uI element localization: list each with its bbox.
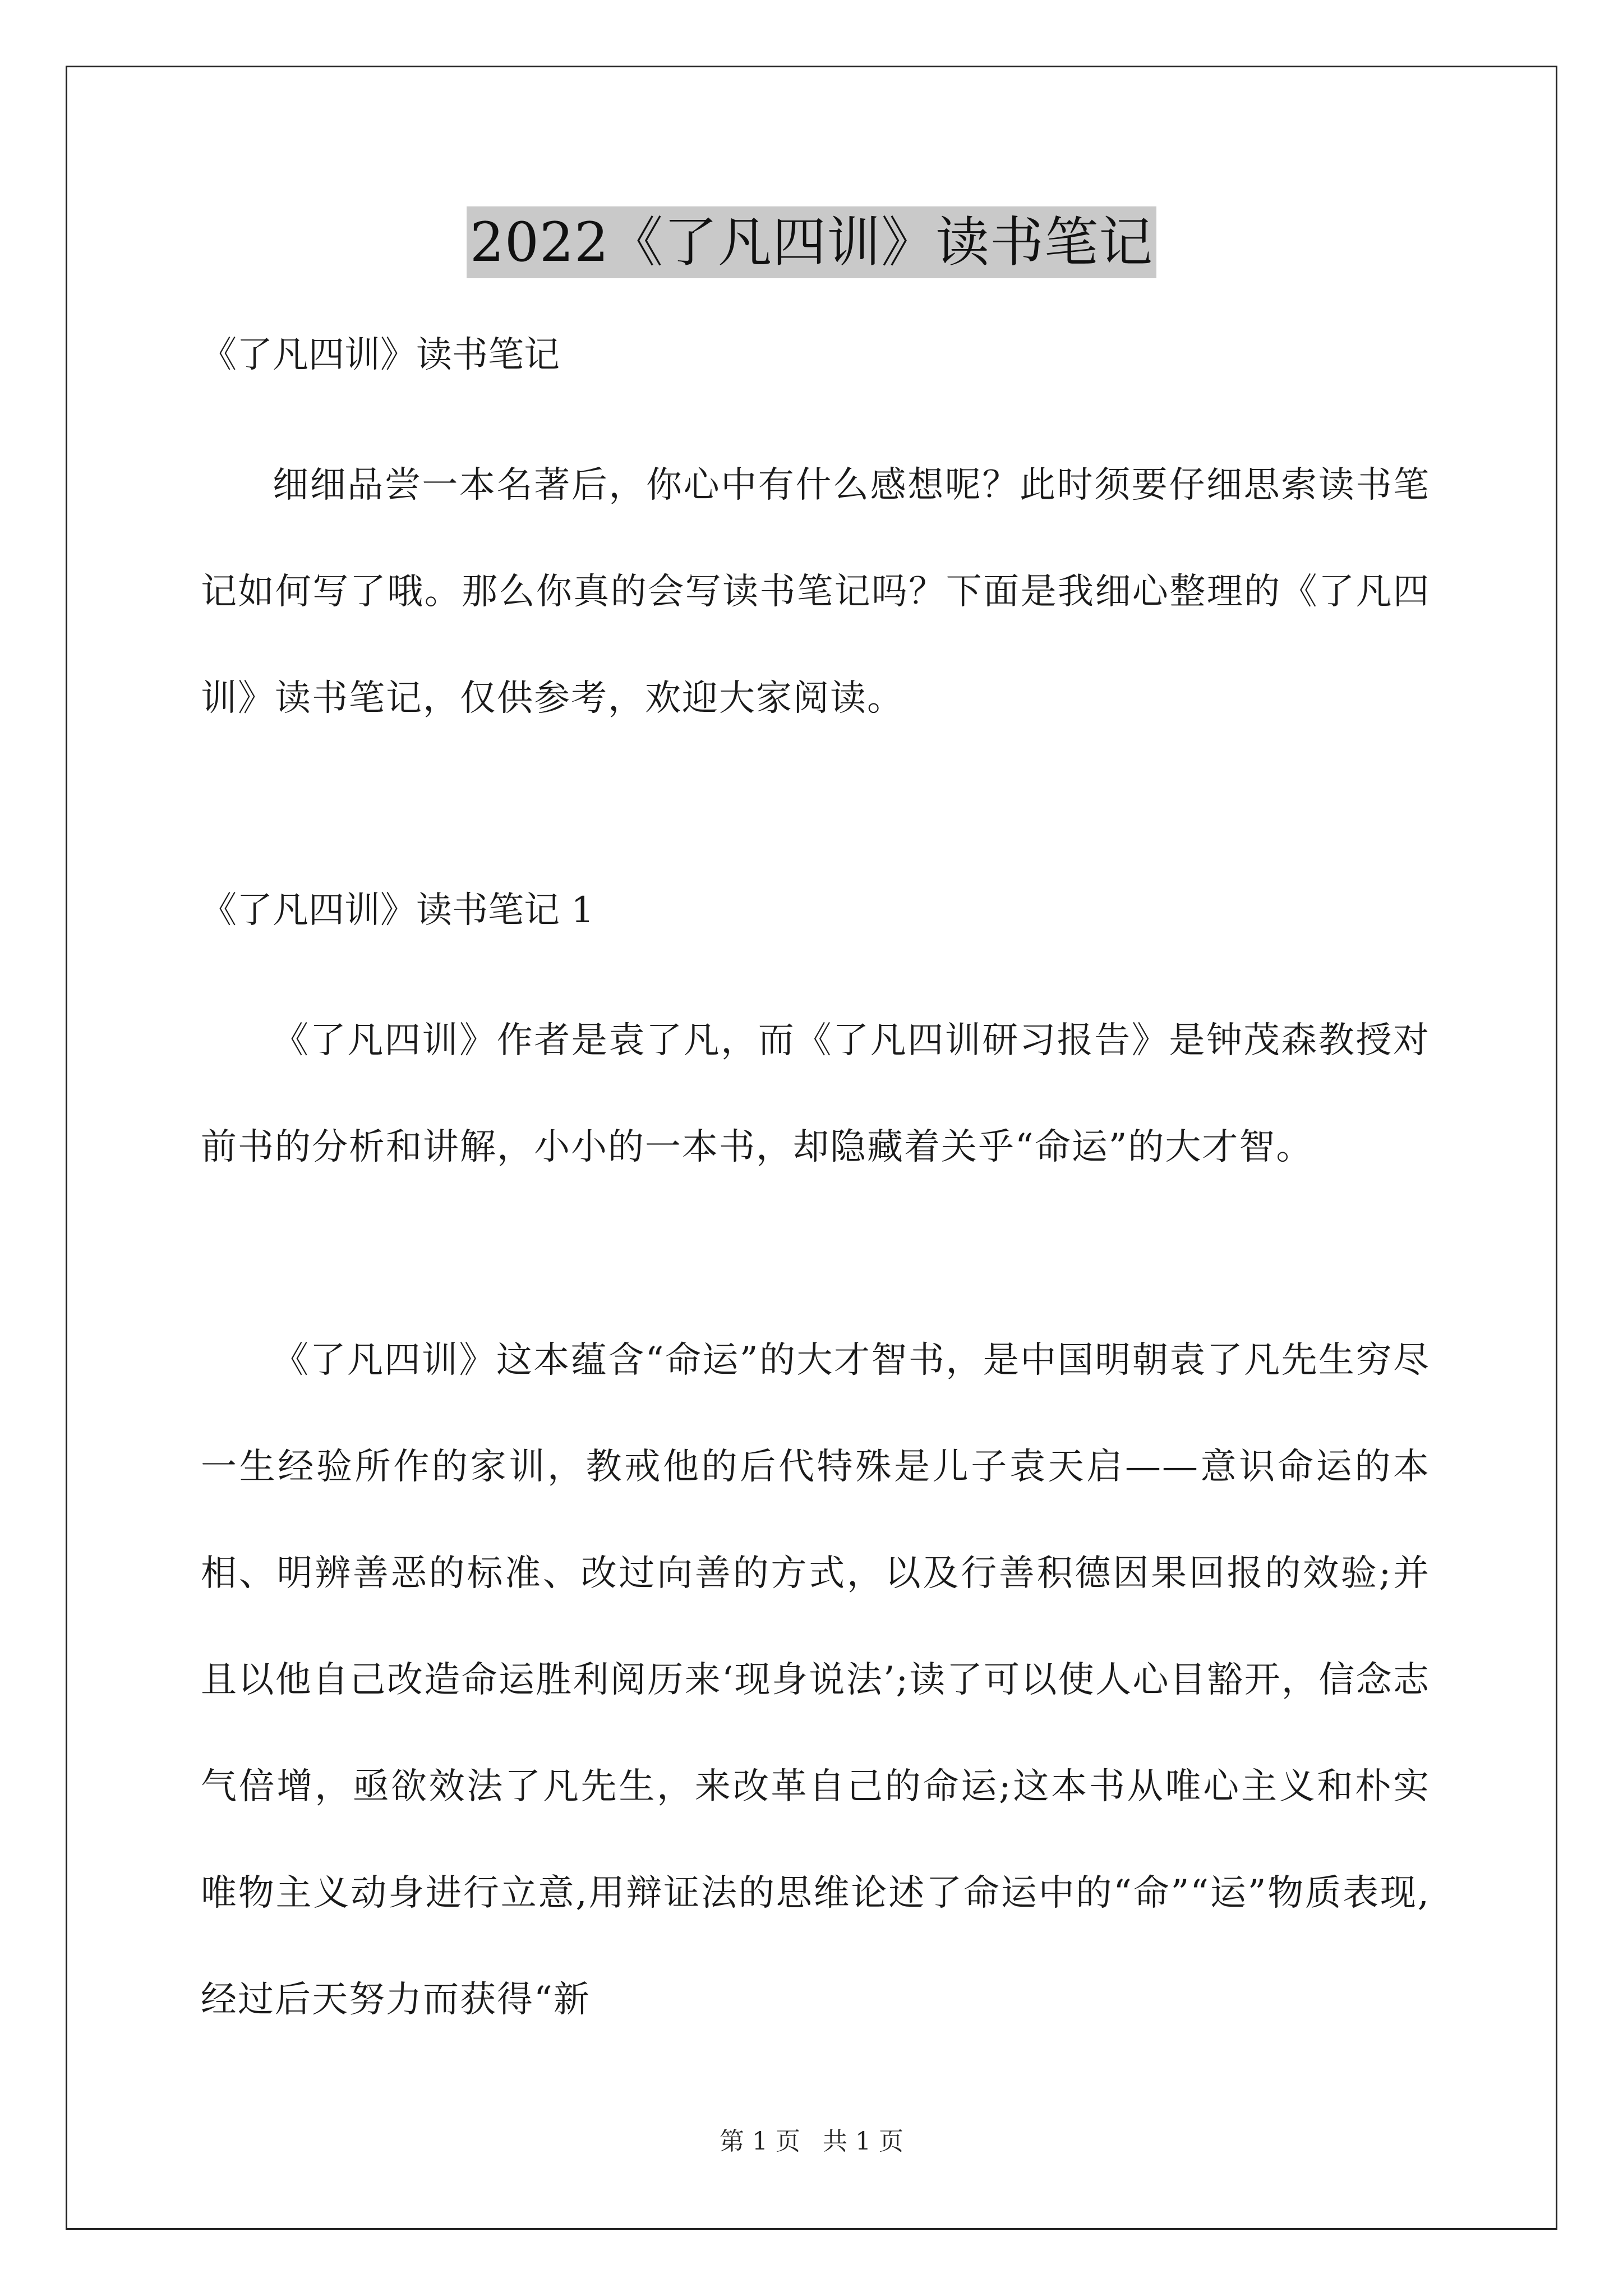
section-1-heading: 《了凡四训》读书笔记 1 [201,890,594,931]
page-footer [0,2125,1623,2159]
document-title: 2022《了凡四训》读书笔记 [467,206,1156,278]
page-number: 第 1 页 [720,2127,800,2156]
section-1-paragraph-2: 《了凡四训》这本蕴含“命运”的大才智书，是中国明朝袁了凡先生穷尽一生经验所作的家训，教戒他的后代特殊是儿子袁天启——意识命运的本相、明辨善恶的标准、改过向善的方式，以及行善积德因果回报的效验;并且以他自己改造命运胜利阅历来‘现身说法’;读了可以使人心目豁开，信念志气倍增，亟欲效法了凡先生，来改革自己的命运;这本书从唯心主义和朴实唯物主义动身进行立意,用辩证法的思维论述了命运中的“命”“运”物质表现,经过后天努力而获得“新 [201,1340,1430,2021]
intro-paragraph: 细细品尝一本名著后，你心中有什么感想呢？此时须要仔细思索读书笔记如何写了哦。那么你真的会写读书笔记吗？下面是我细心整理的《了凡四训》读书笔记，仅供参考，欢迎大家阅读。 [201,464,1430,719]
section-1-paragraph-1: 《了凡四训》作者是袁了凡，而《了凡四训研习报告》是钟茂森教授对前书的分析和讲解，小小的一本书，却隐藏着关乎“命运”的大才智。 [201,1020,1430,1168]
page-total: 共 1 页 [823,2127,903,2156]
title-container [0,206,1623,278]
document-subtitle: 《了凡四训》读书笔记 [201,334,560,376]
